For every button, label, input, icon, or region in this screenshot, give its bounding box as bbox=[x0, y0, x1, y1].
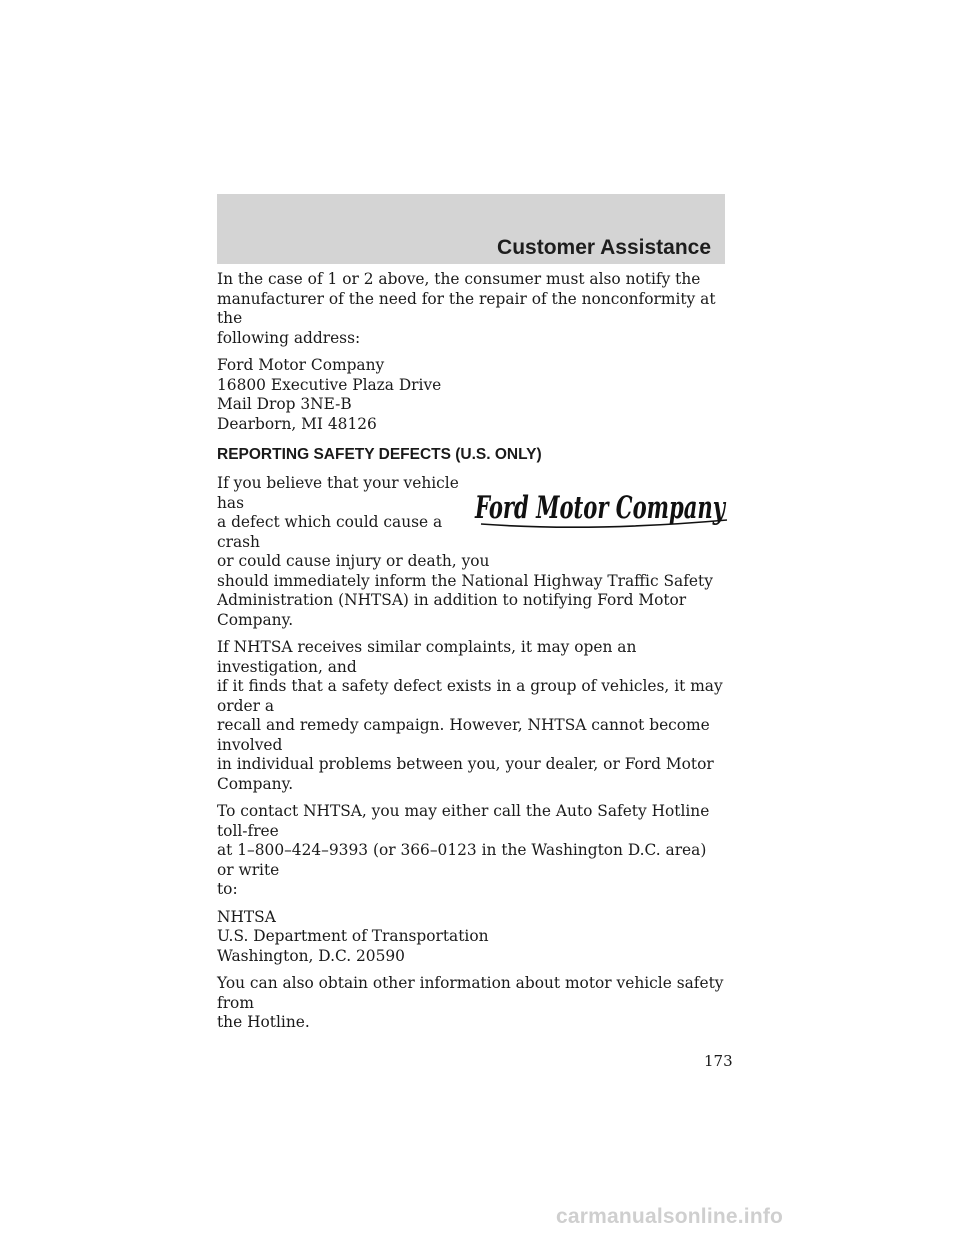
address-line: 16800 Executive Plaza Drive bbox=[217, 375, 442, 394]
text-line: in individual problems between you, your dealer, or Ford Motor bbox=[217, 755, 714, 773]
text-line: to: bbox=[217, 880, 238, 898]
text-line: Company. bbox=[217, 774, 294, 793]
address-line: Dearborn, MI 48126 bbox=[217, 414, 377, 433]
text-line: at 1–800–424–9393 (or 366–0123 in the Washington D.C. area) or write bbox=[217, 841, 707, 879]
investigation-paragraph bbox=[217, 638, 727, 794]
watermark: carmanualsonline.info bbox=[556, 1205, 784, 1228]
text-line: following address: bbox=[217, 328, 361, 347]
text-line: manufacturer of the need for the repair of the nonconformity at the bbox=[217, 289, 716, 327]
address-line: Washington, D.C. 20590 bbox=[217, 946, 405, 965]
address-line: NHTSA bbox=[217, 907, 276, 926]
text-line: the Hotline. bbox=[217, 1013, 310, 1031]
text-line: recall and remedy campaign. However, NHTSA cannot become involved bbox=[217, 716, 710, 754]
text-line: Administration (NHTSA) in addition to notifying Ford Motor Company. bbox=[217, 591, 687, 629]
section-header-band bbox=[217, 194, 725, 264]
text-line: To contact NHTSA, you may either call the Auto Safety Hotline toll-free bbox=[217, 802, 710, 840]
section-heading: REPORTING SAFETY DEFECTS (U.S. ONLY) bbox=[217, 446, 542, 463]
page-number: 173 bbox=[704, 1052, 733, 1070]
page-content bbox=[217, 270, 727, 1041]
intro-paragraph bbox=[217, 270, 727, 348]
address-line: U.S. Department of Transportation bbox=[217, 927, 489, 945]
ford-address bbox=[217, 356, 727, 434]
contact-paragraph bbox=[217, 802, 727, 900]
text-line: a defect which could cause a crash bbox=[217, 513, 443, 551]
nhtsa-address bbox=[217, 908, 727, 967]
text-line: If you believe that your vehicle has bbox=[217, 474, 459, 512]
address-line: Ford Motor Company bbox=[217, 356, 385, 374]
text-line: if it finds that a safety defect exists in a group of vehicles, it may order a bbox=[217, 677, 723, 715]
hotline-paragraph bbox=[217, 974, 727, 1033]
text-line: In the case of 1 or 2 above, the consumer must also notify the bbox=[217, 270, 701, 288]
section-title: Customer Assistance bbox=[497, 236, 711, 259]
ford-script-logo bbox=[471, 478, 733, 540]
text-line: should immediately inform the National Highway Traffic Safety bbox=[217, 571, 713, 590]
text-line: If NHTSA receives similar complaints, it may open an investigation, and bbox=[217, 638, 637, 676]
text-line: You can also obtain other information about motor vehicle safety from bbox=[217, 974, 724, 1012]
text-line: or could cause injury or death, you bbox=[217, 552, 490, 570]
logo-script-text: Ford Motor Company bbox=[474, 490, 727, 526]
address-line: Mail Drop 3NE-B bbox=[217, 395, 352, 413]
